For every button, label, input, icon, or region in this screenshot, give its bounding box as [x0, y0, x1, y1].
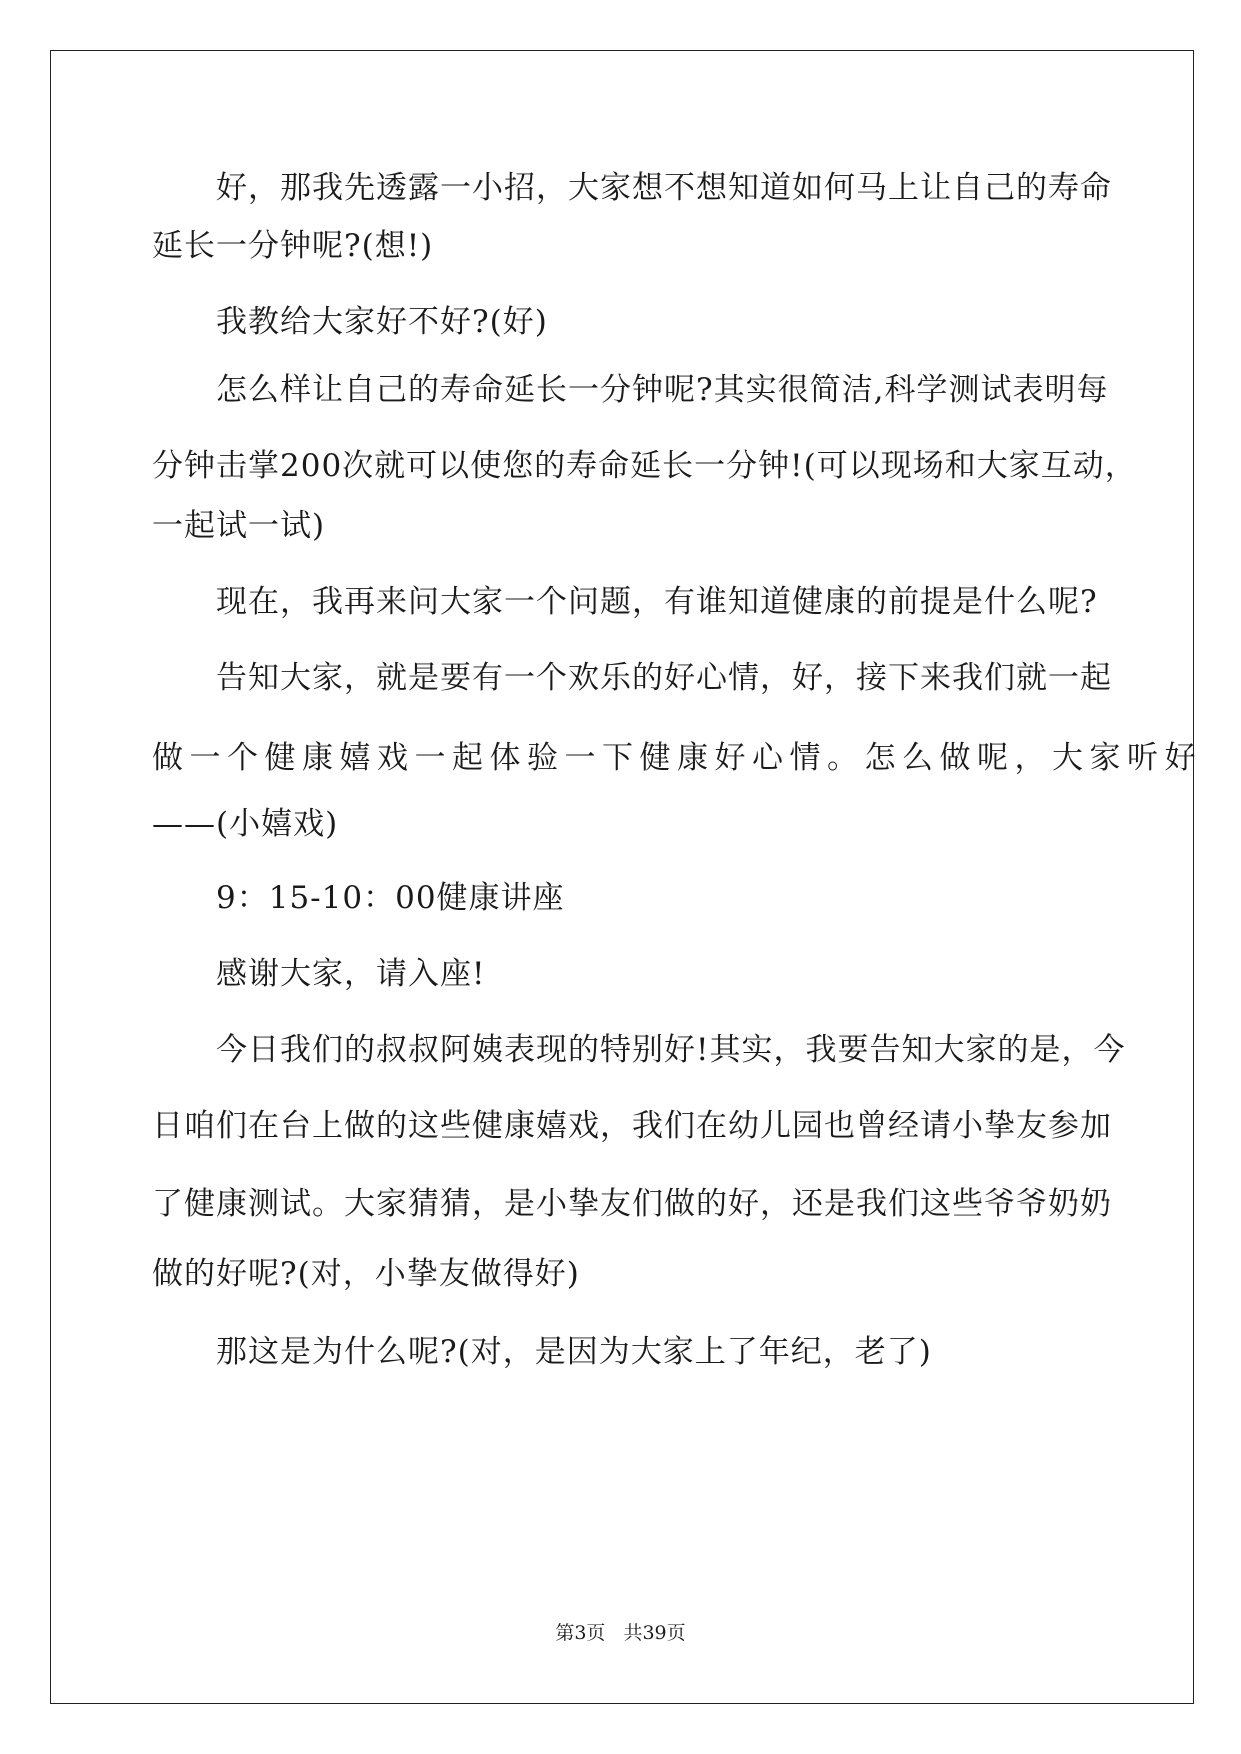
page-total: 共39页	[623, 1622, 686, 1644]
text-line: 现在，我再来问大家一个问题，有谁知道健康的前提是什么呢?	[216, 584, 1098, 620]
text-line: 分钟击掌200次就可以使您的寿命延长一分钟!(可以现场和大家互动，	[152, 448, 1137, 484]
text-line: 怎么样让自己的寿命延长一分钟呢?其实很简洁,科学测试表明每	[216, 372, 1109, 408]
text-line: 做一个健康嬉戏一起体验一下健康好心情。怎么做呢，大家听好	[152, 740, 1202, 776]
text-line: ——(小嬉戏)	[152, 806, 339, 842]
text-line: 今日我们的叔叔阿姨表现的特别好!其实，我要告知大家的是，今	[216, 1032, 1126, 1068]
text-line: 我教给大家好不好?(好)	[216, 304, 548, 340]
text-line: 延长一分钟呢?(想!)	[152, 228, 434, 264]
text-line: 做的好呢?(对，小挚友做得好)	[152, 1256, 580, 1292]
text-line: 好，那我先透露一小招，大家想不想知道如何马上让自己的寿命	[216, 170, 1112, 206]
text-line: 感谢大家，请入座!	[216, 956, 486, 992]
text-line: 那这是为什么呢?(对，是因为大家上了年纪，老了)	[216, 1334, 932, 1370]
page-border	[50, 50, 1194, 1704]
text-line: 告知大家，就是要有一个欢乐的好心情，好，接下来我们就一起	[216, 660, 1112, 696]
text-line: 9：15-10：00健康讲座	[216, 880, 565, 916]
text-line: 日咱们在台上做的这些健康嬉戏，我们在幼儿园也曾经请小挚友参加	[152, 1108, 1112, 1144]
text-line: 了健康测试。大家猜猜，是小挚友们做的好，还是我们这些爷爷奶奶	[152, 1186, 1112, 1222]
text-line: 一起试一试)	[152, 508, 326, 544]
page-footer	[0, 1618, 1241, 1645]
page-number: 第3页	[555, 1622, 606, 1644]
